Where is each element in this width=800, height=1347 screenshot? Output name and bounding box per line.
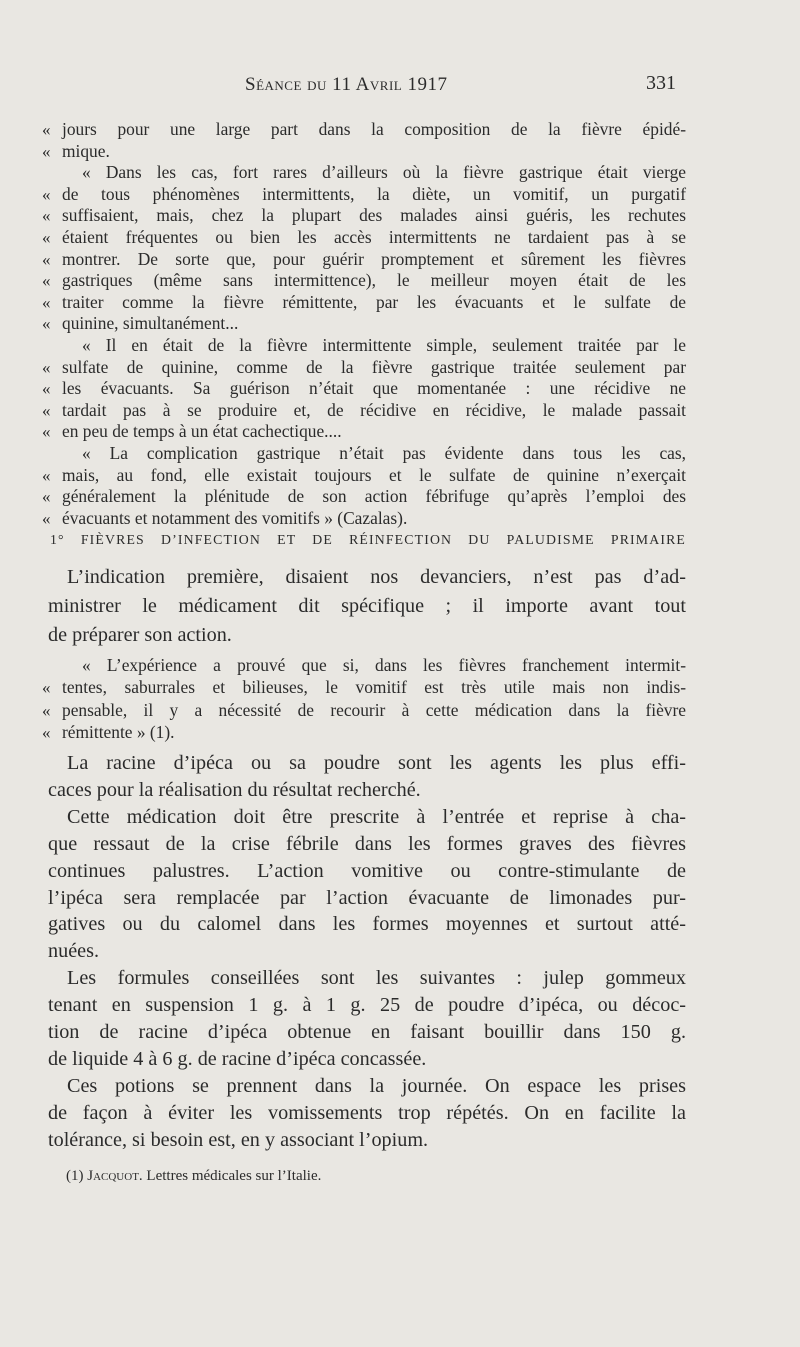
- text-line: [42, 335, 686, 359]
- line-text: évacuants et notamment des vomitifs » (Cazalas).: [62, 507, 408, 528]
- quote-mark: «: [42, 292, 51, 312]
- text-line: gatives ou du calomel dans les formes moyennes et surtout atté-: [48, 913, 686, 936]
- text-line: [42, 227, 686, 251]
- text-line: [42, 205, 686, 229]
- text-line: de façon à éviter les vomissements trop répétés. On en facilite la: [48, 1101, 686, 1124]
- text-line: [42, 313, 686, 337]
- text-line: [42, 677, 686, 701]
- text-line: [42, 421, 686, 445]
- quote-mark: «: [42, 120, 51, 139]
- line-text: « Il en était de la fièvre intermittente simple, seulement traitée par le: [82, 335, 686, 355]
- line-text: « L’expérience a prouvé que si, dans les fièvres franchement intermit-: [82, 655, 686, 675]
- text-line: de préparer son action.: [48, 624, 232, 646]
- text-line: l’ipéca sera remplacée par l’action évacuante de limonades pur-: [48, 886, 686, 909]
- text-line: ministrer le médicament dit spécifique ; il importe avant tout: [48, 595, 686, 617]
- quote-mark: «: [42, 141, 51, 161]
- text-line: [42, 700, 686, 724]
- text-line: Cette médication doit être prescrite à l’entrée et reprise à cha-: [67, 805, 686, 828]
- quote-mark: «: [42, 184, 51, 204]
- line-text: montrer. De sorte que, pour guérir promptement et sûrement les fièvres: [62, 248, 686, 269]
- text-line: [42, 508, 686, 532]
- quote-mark: «: [42, 314, 51, 334]
- text-line: caces pour la réalisation du résultat recherché.: [48, 778, 421, 801]
- line-text: pensable, il y a nécessité de recourir à cette médication dans la fièvre: [62, 699, 686, 720]
- footnote: [66, 1168, 321, 1185]
- line-text: rémittente » (1).: [62, 721, 175, 742]
- line-text: gastriques (même sans intermittence), le meilleur moyen était de les: [62, 270, 686, 291]
- text-line: que ressaut de la crise fébrile dans les formes graves des fièvres: [48, 832, 686, 855]
- text-line: [42, 119, 686, 143]
- text-line: [42, 249, 686, 273]
- line-text: mais, au fond, elle existait toujours et le sulfate de quinine n’exerçait: [62, 464, 686, 485]
- line-text: quinine, simultanément...: [62, 313, 239, 334]
- text-line: [42, 292, 686, 316]
- page-number: 331: [646, 72, 676, 94]
- line-text: généralement la plénitude de son action fébrifuge qu’après l’emploi des: [62, 486, 686, 507]
- quote-mark: «: [42, 206, 51, 226]
- footnote-author: Jacquot.: [87, 1168, 143, 1184]
- quote-mark: «: [42, 400, 51, 420]
- quote-mark: «: [42, 357, 51, 377]
- line-text: jours pour une large part dans la composition de la fièvre épidé-: [62, 119, 686, 139]
- line-text: de tous phénomènes intermittents, la diète, un vomitif, un purgatif: [62, 183, 686, 204]
- line-text: « La complication gastrique n’était pas évidente dans tous les cas,: [82, 443, 686, 463]
- quote-mark: «: [42, 487, 51, 507]
- text-line: [42, 443, 686, 467]
- text-line: Ces potions se prennent dans la journée. On espace les prises: [67, 1074, 686, 1097]
- running-head: Séance du 11 Avril 1917: [245, 74, 448, 95]
- text-line: [42, 465, 686, 489]
- text-line: tenant en suspension 1 g. à 1 g. 25 de poudre d’ipéca, ou décoc-: [48, 994, 686, 1017]
- line-text: en peu de temps à un état cachectique....: [62, 421, 342, 442]
- line-text: traiter comme la fièvre rémittente, par les évacuants et le sulfate de: [62, 291, 686, 312]
- line-text: tentes, saburrales et bilieuses, le vomitif est très utile mais non indis-: [62, 677, 686, 698]
- text-line: tolérance, si besoin est, en y associant l’opium.: [48, 1128, 429, 1151]
- line-text: sulfate de quinine, comme de la fièvre gastrique traitée seulement par: [62, 356, 686, 377]
- footnote-marker: (1): [66, 1168, 84, 1184]
- text-line: [42, 184, 686, 208]
- text-line: [42, 357, 686, 381]
- text-line: continues palustres. L’action vomitive ou contre-stimulante de: [48, 859, 686, 882]
- text-line: [42, 162, 686, 186]
- text-line: L’indication première, disaient nos devanciers, n’est pas d’ad-: [67, 566, 686, 588]
- line-text: mique.: [62, 140, 110, 161]
- page-header: [0, 70, 800, 100]
- section-heading: 1° FIÈVRES D’INFECTION ET DE RÉINFECTION DU PALUDISME PRIMAIRE: [50, 532, 686, 547]
- text-line: [42, 141, 686, 165]
- quote-mark: «: [42, 465, 51, 485]
- text-line: [42, 378, 686, 402]
- text-line: tion de racine d’ipéca obtenue en faisant bouillir dans 150 g.: [48, 1021, 686, 1043]
- footnote-title: Lettres médicales sur l’Italie.: [146, 1168, 322, 1184]
- text-line: nuées.: [48, 940, 100, 963]
- text-line: [42, 722, 686, 746]
- quote-mark: «: [42, 722, 51, 742]
- text-line: [42, 486, 686, 510]
- text-line: [42, 270, 686, 294]
- text-line: [42, 655, 686, 679]
- quote-mark: «: [42, 249, 51, 269]
- text-line: de liquide 4 à 6 g. de racine d’ipéca concassée.: [48, 1047, 427, 1070]
- line-text: tardait pas à se produire et, de récidive en récidive, le malade passait: [62, 399, 686, 420]
- quote-mark: «: [42, 271, 51, 291]
- text-line: La racine d’ipéca ou sa poudre sont les agents les plus effi-: [67, 752, 686, 774]
- quote-mark: «: [42, 700, 51, 720]
- quote-mark: «: [42, 228, 51, 247]
- quote-mark: «: [42, 379, 51, 399]
- line-text: étaient fréquentes ou bien les accès intermittents ne tardaient pas à se: [62, 227, 686, 247]
- line-text: les évacuants. Sa guérison n’était que momentanée : une récidive ne: [62, 378, 686, 399]
- quote-mark: «: [42, 422, 51, 442]
- quote-mark: «: [42, 508, 51, 528]
- quote-mark: «: [42, 678, 51, 698]
- line-text: suffisaient, mais, chez la plupart des malades ainsi guéris, les rechutes: [62, 205, 686, 226]
- text-line: Les formules conseillées sont les suivantes : julep gommeux: [67, 967, 686, 990]
- text-line: [42, 400, 686, 424]
- line-text: « Dans les cas, fort rares d’ailleurs où la fièvre gastrique était vierge: [82, 162, 686, 183]
